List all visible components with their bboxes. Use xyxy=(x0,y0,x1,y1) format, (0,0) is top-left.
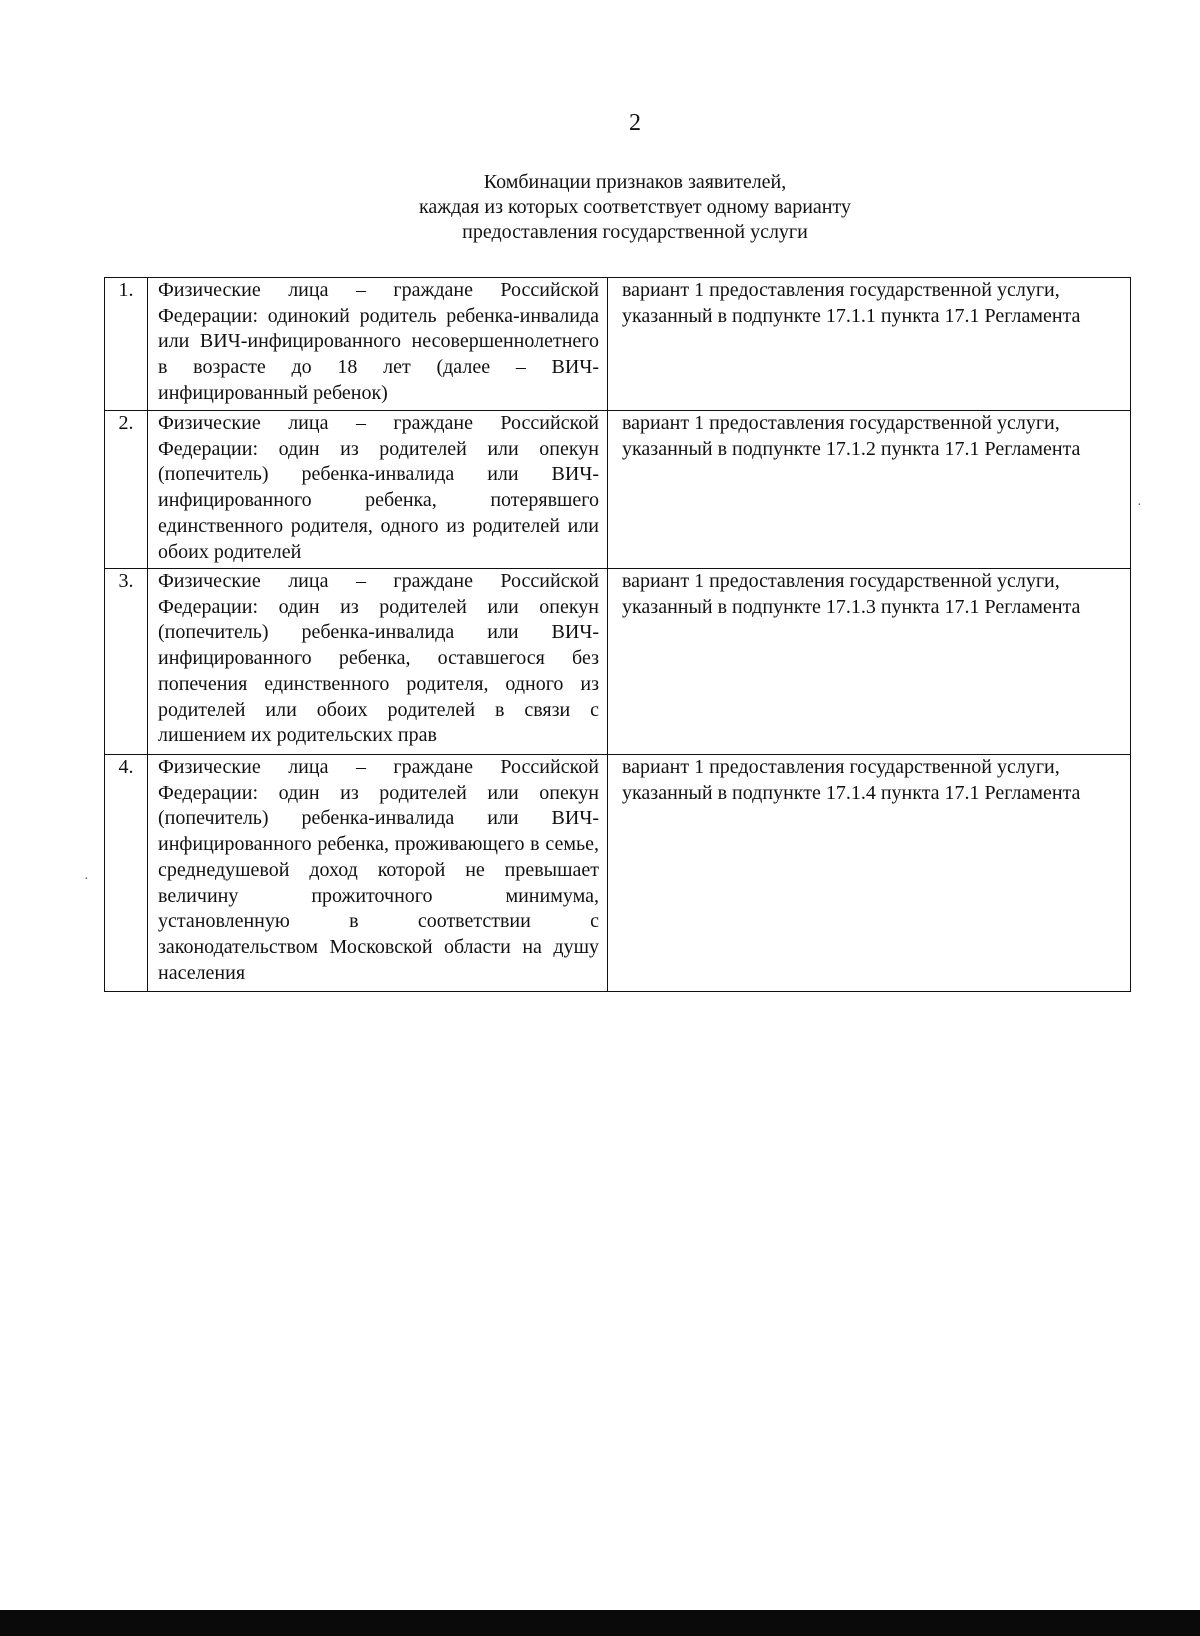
scan-speck: · xyxy=(84,872,89,887)
applicant-description xyxy=(148,569,608,755)
applicant-description-text: Физические лица – граждане Российской Федерации: один из родителей или опекун (попечитель) ребенка-инвалида или ВИЧ-инфицированного ребенка, потерявшего единственного родителя, одного из родителей или обоих родителей xyxy=(158,412,599,563)
table-row xyxy=(105,411,1131,569)
scan-edge-bar xyxy=(0,1610,1200,1636)
applicant-description xyxy=(148,411,608,569)
table-row xyxy=(105,569,1131,755)
service-variant-text: вариант 1 предоставления государственной услуги, указанный в подпункте 17.1.2 пункта 17.1 Регламента xyxy=(622,412,1081,460)
table-row xyxy=(105,278,1131,411)
scan-speck: · xyxy=(1137,498,1142,513)
applicant-description-text: Физические лица – граждане Российской Федерации: одинокий родитель ребенка-инвалида или ВИЧ-инфицированного несовершеннолетнего в возрасте до 18 лет (далее – ВИЧ-инфицированный ребенок) xyxy=(158,279,599,404)
row-number: 2. xyxy=(105,411,148,569)
applicant-description-text: Физические лица – граждане Российской Федерации: один из родителей или опекун (попечитель) ребенка-инвалида или ВИЧ-инфицированного ребенка, проживающего в семье, среднедушевой доход которой не превышает величину прожиточного минимума, установленную в соответствии с законодательством Московской области на душу населения xyxy=(158,756,599,984)
row-number: 4. xyxy=(105,755,148,992)
service-variant-text: вариант 1 предоставления государственной услуги, указанный в подпункте 17.1.4 пункта 17.1 Регламента xyxy=(622,756,1081,804)
row-number: 1. xyxy=(105,278,148,411)
service-variant xyxy=(608,411,1131,569)
page-number: 2 xyxy=(629,110,641,136)
heading-line-2: каждая из которых соответствует одному варианту xyxy=(419,196,851,218)
service-variant xyxy=(608,278,1131,411)
applicant-description-text: Физические лица – граждане Российской Федерации: один из родителей или опекун (попечитель) ребенка-инвалида или ВИЧ-инфицированного ребенка, оставшегося без попечения единственного родителя, одного из родителей или обоих родителей в связи с лишением их родительских прав xyxy=(158,570,599,747)
row-number: 3. xyxy=(105,569,148,755)
applicant-variants-table xyxy=(104,277,1131,992)
heading-line-1: Комбинации признаков заявителей, xyxy=(483,171,787,193)
service-variant-text: вариант 1 предоставления государственной услуги, указанный в подпункте 17.1.3 пункта 17.1 Регламента xyxy=(622,570,1081,618)
document-heading xyxy=(0,170,1200,245)
service-variant-text: вариант 1 предоставления государственной услуги, указанный в подпункте 17.1.1 пункта 17.1 Регламента xyxy=(622,279,1081,327)
service-variant xyxy=(608,755,1131,992)
applicant-description xyxy=(148,755,608,992)
heading-line-3: предоставления государственной услуги xyxy=(462,221,808,243)
applicant-description xyxy=(148,278,608,411)
table-row xyxy=(105,755,1131,992)
service-variant xyxy=(608,569,1131,755)
